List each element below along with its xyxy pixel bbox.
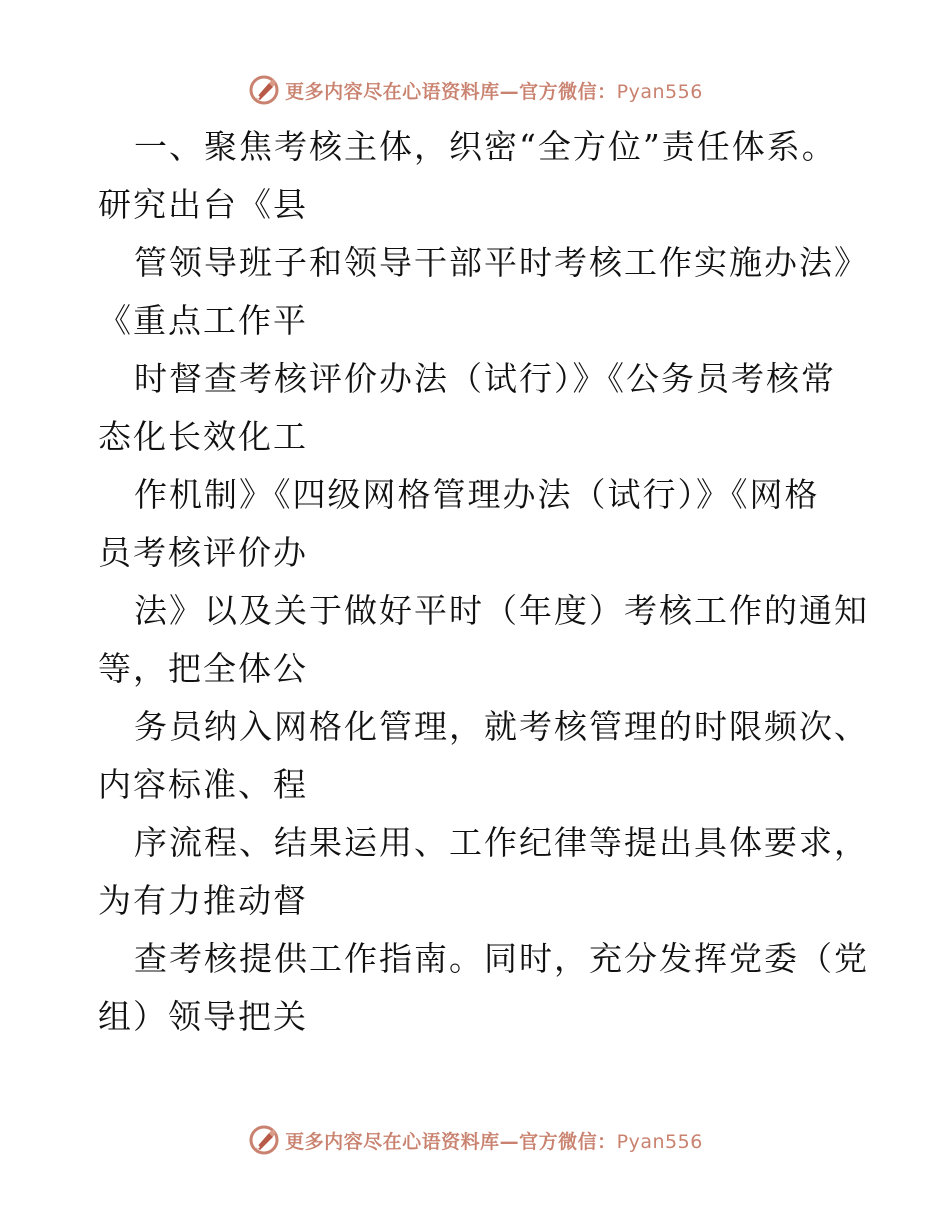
watermark-wechat-id: Pyan556 (616, 80, 703, 103)
paragraph-line: 态化长效化工 (98, 417, 308, 456)
paragraph-line: 员考核评价办 (98, 533, 308, 572)
paragraph-line: 内容标准、程 (98, 765, 308, 804)
paragraph-line: 管领导班子和领导干部平时考核工作实施办法》 (134, 243, 869, 282)
watermark-text: 更多内容尽在心语资料库—官方微信： (285, 80, 617, 103)
watermark-text: 更多内容尽在心语资料库—官方微信： (285, 1130, 617, 1153)
paragraph-line: 法》以及关于做好平时（年度）考核工作的通知 (134, 591, 869, 630)
paragraph-line: 为有力推动督 (98, 881, 308, 920)
paragraph-line: 查考核提供工作指南。同时，充分发挥党委（党 (134, 939, 869, 978)
pen-logo-icon (247, 1123, 281, 1157)
paragraph-line: 《重点工作平 (98, 301, 308, 340)
paragraph-line: 时督查考核评价办法（试行）》《公务员考核常 (134, 359, 836, 398)
paragraph-line: 等，把全体公 (98, 649, 308, 688)
paragraph-line: 务员纳入网格化管理，就考核管理的时限频次、 (134, 707, 869, 746)
watermark-wechat-id: Pyan556 (616, 1130, 703, 1153)
paragraph-line: 序流程、结果运用、工作纪律等提出具体要求， (134, 823, 869, 862)
paragraph-line: 作机制》《四级网格管理办法（试行）》《网格 (134, 475, 820, 514)
paragraph-line: 组）领导把关 (98, 997, 308, 1036)
footer-watermark (0, 1120, 950, 1160)
paragraph-line: 一、聚焦考核主体，织密“全方位”责任体系。 (134, 127, 837, 166)
paragraph-line: 研究出台《县 (98, 185, 308, 224)
